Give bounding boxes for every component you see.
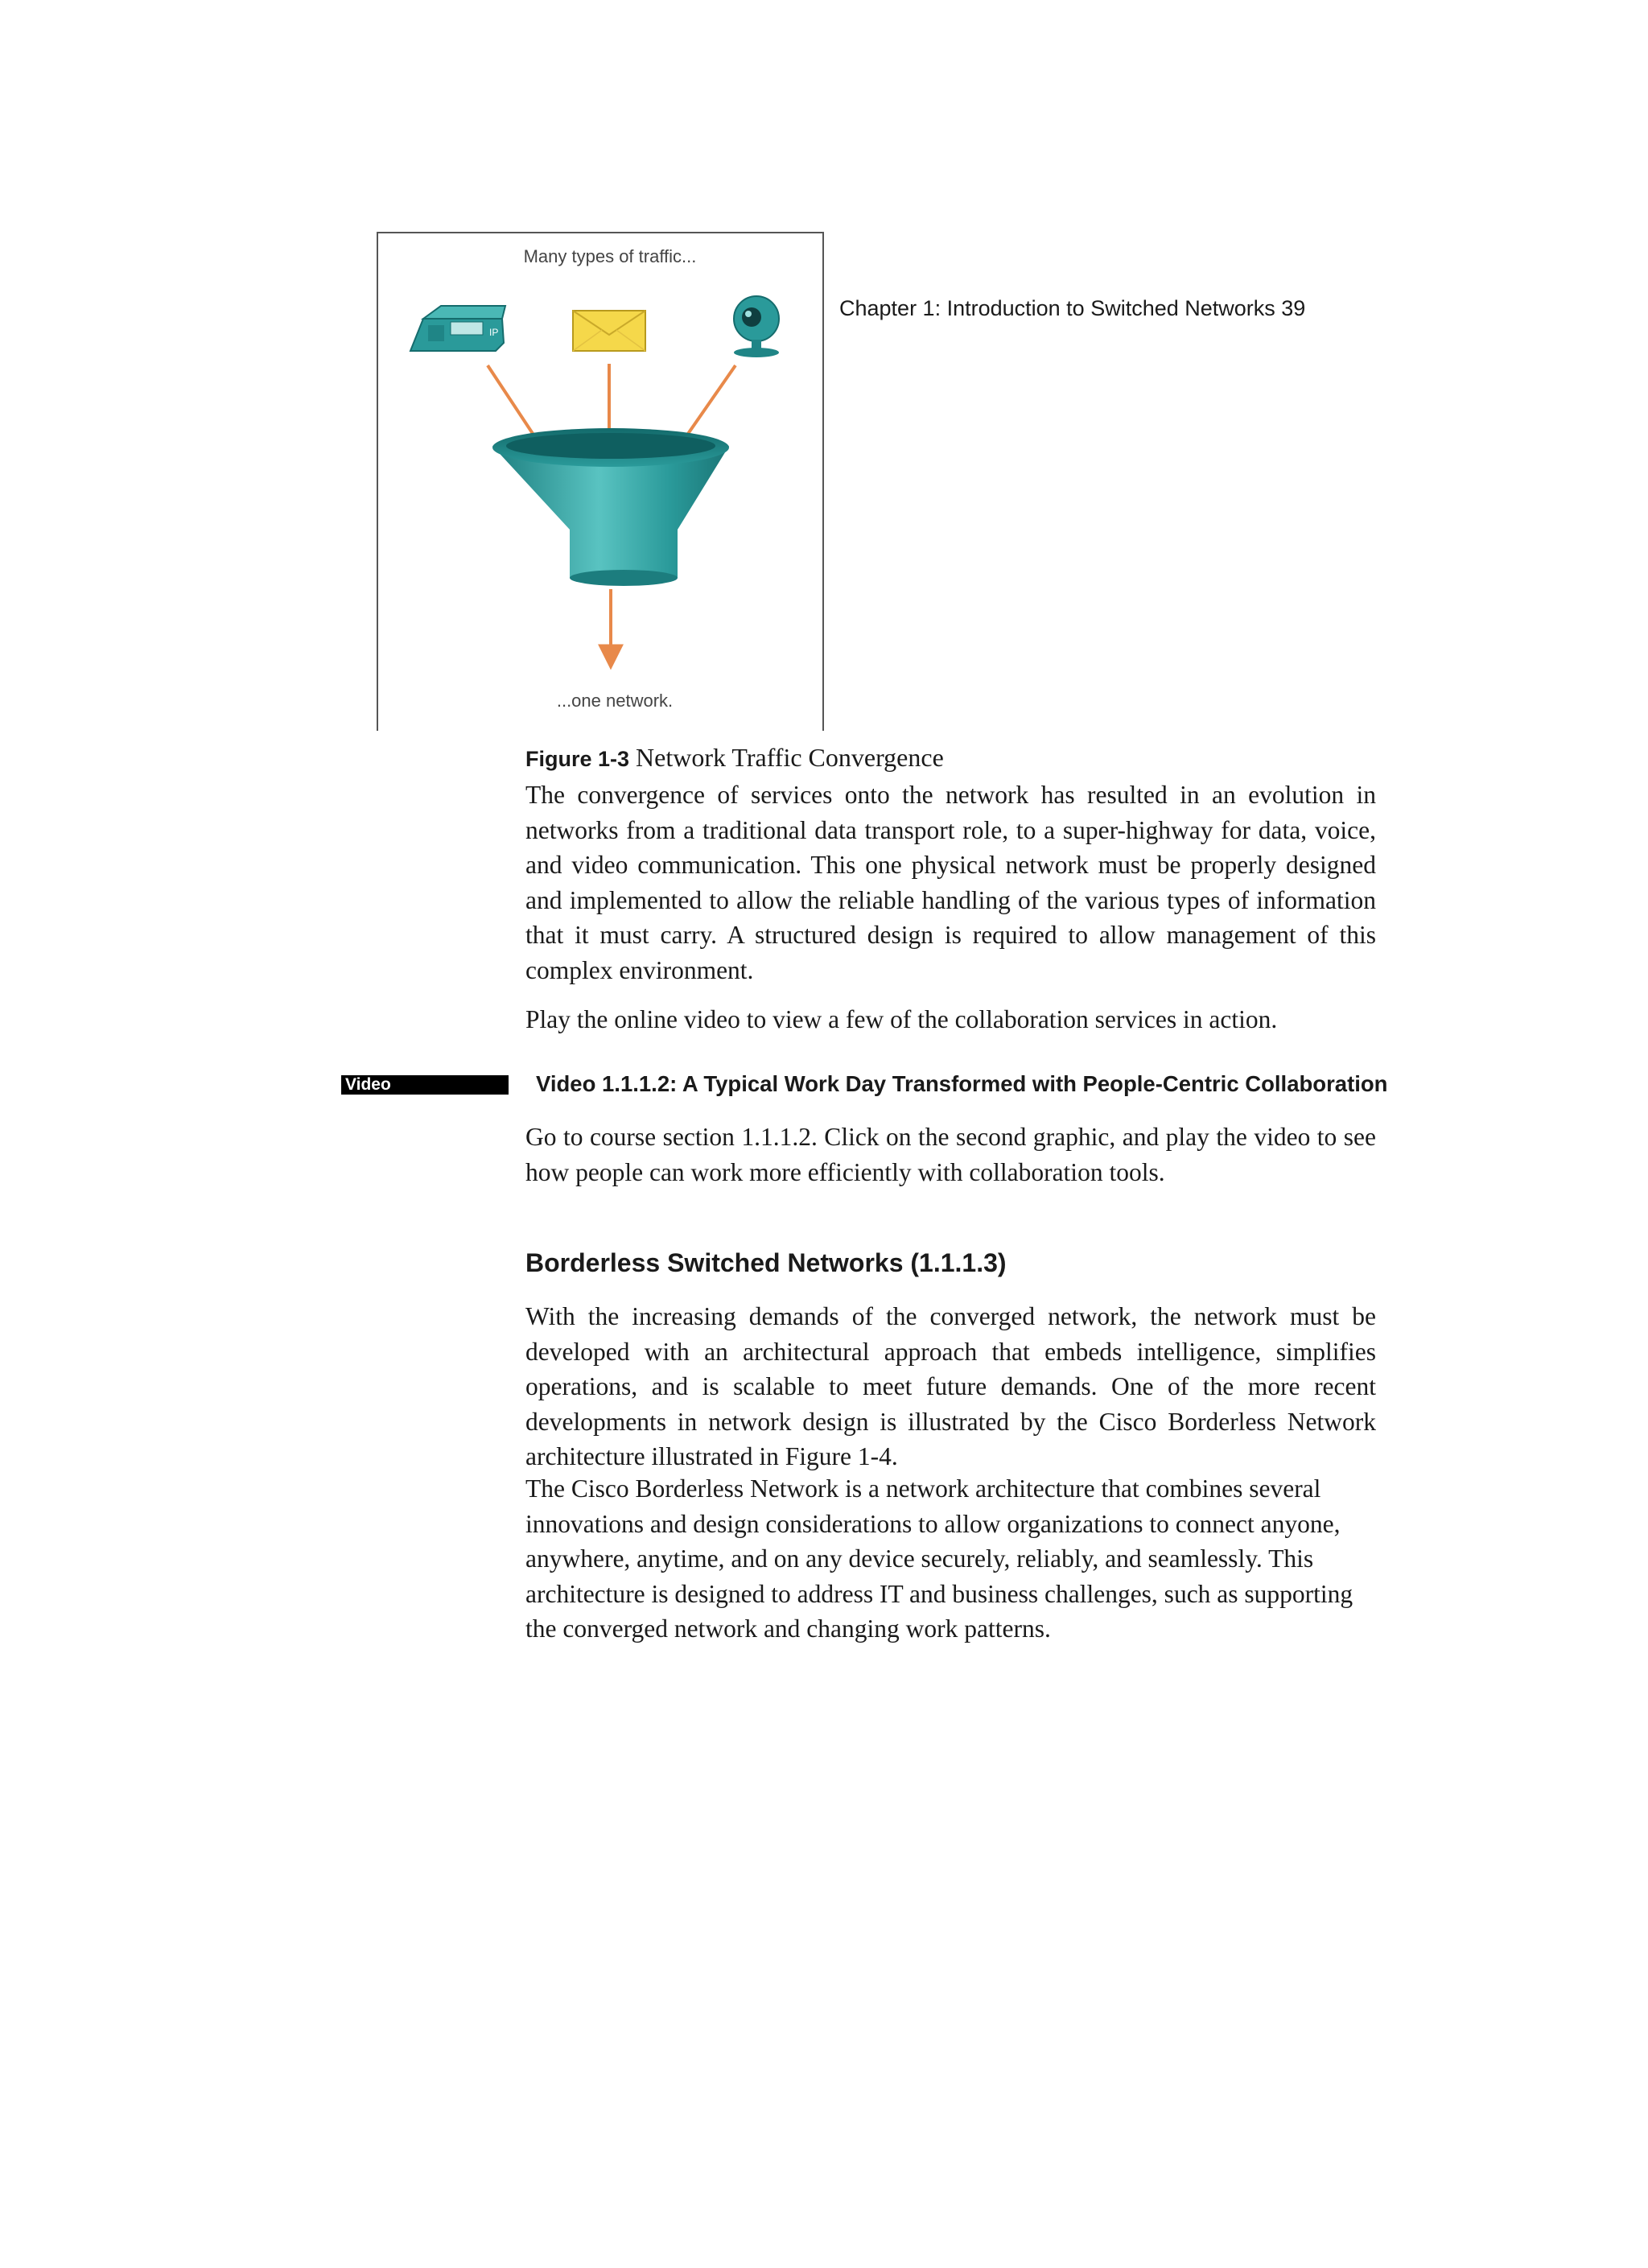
paragraph-play-video: Play the online video to view a few of the collaboration services in action. xyxy=(525,1005,1278,1033)
envelope-icon xyxy=(573,311,645,351)
figure-illustration xyxy=(377,232,824,731)
figure-network-traffic-convergence xyxy=(377,232,824,731)
ip-phone-icon xyxy=(410,306,505,351)
figure-caption xyxy=(525,743,944,773)
paragraph-borderless-architecture: The Cisco Borderless Network is a network architecture that combines several innovations and design considerations to allow organizations to connect anyone, anywhere, anytime, and on any device securely, reliably, and seamlessly. This architecture is designed to address IT and business challenges, such as supporting the converged network and changing work patterns. xyxy=(525,1474,1353,1643)
video-tag: Video xyxy=(341,1075,509,1095)
webcam-icon xyxy=(734,296,779,357)
figure-bottom-text: ...one network. xyxy=(556,691,674,711)
paragraph-borderless-intro: With the increasing demands of the converged network, the network must be developed with an architectural approach that embeds intelligence, simplifies operations, and is scalable to meet future demands. One of the more recent developments in network design is illustrated by the Cisco Borderless Network architecture illustrated in Figure 1-4. xyxy=(525,1302,1376,1470)
figure-caption-text: Network Traffic Convergence xyxy=(629,743,944,772)
paragraph-convergence: The convergence of services onto the network has resulted in an evolution in networks from a traditional data transport role, to a super-highway for data, voice, and video communication. This one physical network must be properly designed and implemented to allow the reliable handling of the various types of information that it must carry. A structured design is required to allow management of this complex environment. xyxy=(525,781,1376,984)
paragraph-course-section: Go to course section 1.1.1.2. Click on the second graphic, and play the video to see how people can work more efficiently with collaboration tools. xyxy=(525,1123,1376,1186)
video-title: Video 1.1.1.2: A Typical Work Day Transformed with People-Centric Collaboration xyxy=(536,1071,1388,1096)
figure-top-text: Many types of traffic... xyxy=(523,246,697,266)
ip-phone-label: IP xyxy=(489,327,499,338)
running-head: Chapter 1: Introduction to Switched Networks 39 xyxy=(839,296,1306,320)
section-heading: Borderless Switched Networks (1.1.1.3) xyxy=(525,1248,1007,1277)
figure-caption-label: Figure 1-3 xyxy=(525,747,630,771)
funnel-icon xyxy=(492,428,729,586)
